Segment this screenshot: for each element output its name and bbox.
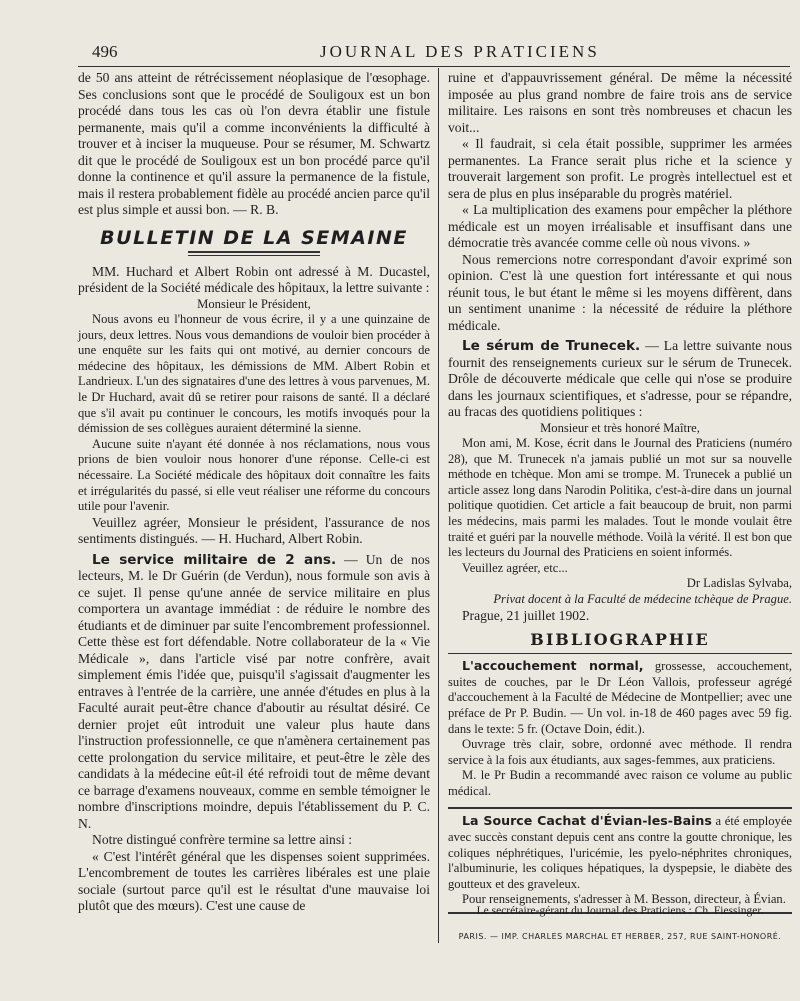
serum-article [448,338,792,421]
bibliography-review: Ouvrage très clair, sobre, ordonné avec méthode. Il rendra service à la fois aux étudiants, aux sages-femmes, aux praticiens. [448,737,792,767]
advertisement-box [448,807,792,914]
bibliography-rule [448,653,792,654]
serum-text: — La lettre suivante nous fournit des renseignements curieux sur le sérum de Trunecek. Drôle de découverte médicale que celle qui n'ose se produire dans les journaux scientifiques, et s'adresse, pour se répandre, au fracas des quotidiens politiques : [448,338,792,419]
bibliography-entry [448,658,792,737]
serum-closing: Veuillez agréer, etc... [462,560,568,575]
journal-title: JOURNAL DES PRATICIENS [320,42,600,61]
column-divider [438,68,439,943]
left-column [78,70,430,915]
advertisement-contact: Pour renseignements, s'adresser à M. Besson, directeur, à Évian. [462,892,786,907]
bulletin-title: BULLETIN DE LA SEMAINE [100,226,408,249]
serum-salutation: Monsieur et très honoré Maître, [540,420,700,435]
right-column [448,70,792,914]
letter-salutation: Monsieur le Président, [197,296,311,311]
service-militaire-quote: « C'est l'intérêt général que les dispenses soient supprimées. L'encombrement de toutes les carrières libérales est une plaie sociale (surtout parce qu'il est le résultat d'une mauvaise loi plutôt que des mœurs). C'est une cause de [78,848,430,914]
advertisement-text [448,813,792,892]
bibliography-title: BIBLIOGRAPHIE [530,630,710,650]
printer-imprint: PARIS. — IMP. CHARLES MARCHAL ET HERBER, 257, RUE SAINT-HONORÉ. [458,932,782,941]
serum-letter: Mon ami, M. Kose, écrit dans le Journal des Praticiens (numéro 28), que M. Trunecek n'a jamais publié un mot sur sa nouvelle méthode en tchèque. Mon ami se trompe. M. Trunecek a publié un article assez long dans Narodin Politika, c'est-à-dire dans un journal politique quotidien. Cet article a fait beaucoup de bruit, non parmi les médecins, mais parmi les malades. Tout le monde voulait être traité et guéri par la nouvelle méthode. Voilà la vérité. Il est bon que les lecteurs du Journal des Praticiens en soient informés. [448,436,792,560]
advertisement-heading: La Source Cachat d'Évian-les-Bains [462,813,712,829]
service-militaire-article [78,552,430,833]
serum-signer: Dr Ladislas Sylvaba, [686,576,792,591]
continuation-paragraph-2: « Il faudrait, si cela était possible, supprimer les armées permanentes. La France serait plus riche et la science y trouverait largement son profit. Le progrès intellectuel est et sera de plus en plus inséparable du progrès matériel. [448,136,792,201]
service-militaire-text: — Un de nos lecteurs, M. le Dr Guérin (de Verdun), nous formule son avis à ce sujet. Il pense qu'une année de service militaire en plus comportera un avantage immédiat : de réduire le nombre des étudiants et de diminuer par suite l'encombrement professionnel. Cette thèse est fort défendable. Notre collaborateur de la « Vie Médicale », dans l'article visé par notre confrère, avait simplement émis l'idée que, puisqu'il s'agissait d'augmenter les entraves à l'entrée de la carrière, une année d'études en plus à la Faculté aurait peut-être chance d'aboutir au résultat désiré. Ce dernier projet eût introduit une valeur plus haute dans l'instruction professionnelle, ce que n'amènera certainement pas cette prolongation du service militaire, et peut-être le zèle des candidats à la médecine eût-il été refroidi tout de même devant ce barrage d'examens nouveaux, comme en semble témoigner le nombre d'inscriptions moindre, depuis l'établissement du P. C. N. [78,551,430,831]
letter-paragraph-1: Nous avons eu l'honneur de vous écrire, il y a une quinzaine de jours, deux lettres. Nous vous demandions de vouloir bien procéder à une enquête sur les faits qui ont motivé, au dernier concours de médecine des hôpitaux, les démissions de MM. Albert Robin et Landrieux. L'un des signataires d'une des lettres à vous parvenues, M. le Dr Huchard, avait dû se retirer pour raisons de santé. Il a déclaré que s'il avait pu continuer le concours, les motifs invoqués pour la démission de ses collègues auraient déterminé la sienne. [78,312,430,436]
bulletin-intro: MM. Huchard et Albert Robin ont adressé à M. Ducastel, président de la Société médicale des hôpitaux, la lettre suivante : [78,263,430,295]
service-militaire-paragraph-2: Notre distingué confrère termine sa lettre ainsi : [92,832,353,848]
bibliography-recommendation: M. le Pr Budin a recommandé avec raison ce volume au public médical. [448,768,792,798]
serum-heading: Le sérum de Trunecek. [462,338,641,354]
continuation-paragraph-4: Nous remercions notre correspondant d'avoir exprimé son opinion. C'est là une question fort intéressante et qui nous réunit tous, le but étant le même si les moyens diffèrent, dans un sentiment unanime : la nécessité de réduire la pléthore médicale. [448,251,792,333]
service-militaire-heading: Le service militaire de 2 ans. [92,551,337,568]
letter-paragraph-3: Veuillez agréer, Monsieur le président, l'assurance de nos sentiments distingués. — H. Huchard, Albert Robin. [78,514,430,547]
intro-paragraph: de 50 ans atteint de rétrécissement néoplasique de l'œsophage. Ses conclusions sont que le procédé de Souligoux est un bon procédé dans tous les cas où l'on devra établir une fistule permanente, mais qu'il a comme inconvénients la difficulté à trouver et à inciser la muqueuse. Pour se résumer, M. Schwartz dit que le procédé de Souligoux est un bon procédé parce qu'il donne la continence et qu'il assure la permanence de la fistule, mais il restera probablement fidèle au procédé ancien parce qu'il est plus simple et aussi bon. — R. B. [78,70,430,217]
bulletin-rule [188,251,320,256]
serum-signer-title: Privat docent à la Faculté de médecine tchèque de Prague. [493,592,792,607]
bibliography-entry-details: grossesse, accouchement, suites de couches, par le Dr Léon Vallois, professeur agrégé d'accouchement à la Faculté de Médecine de Montpellier; avec une préface de Pr P. Budin. — Un vol. in-18 de 460 pages avec 59 fig. dans le texte: 5 fr. (Octave Doin, édit.). [448,659,792,736]
bibliography-entry-title: L'accouchement normal, [462,658,644,674]
editor-footer: Le secrétaire-gérant du Journal des Praticiens : Ch. Fiessinger. [476,905,764,917]
header-rule [78,66,790,67]
continuation-paragraph-1: ruine et d'appauvrissement général. De même la nécessité imposée au plus grand nombre de faire trois ans de service militaire. Les raisons en sont très nombreuses et chacun les voit... [448,70,792,135]
serum-place-date: Prague, 21 juillet 1902. [462,607,590,623]
continuation-paragraph-3: « La multiplication des examens pour empêcher la pléthore médicale est un moyen irréalisable et insuffisant dans une démocratie très avancée comme celle où nous vivons. » [448,202,792,250]
advertisement-body: a été employée avec succès constant depuis cent ans contre la goutte chronique, les coliques néphrétiques, l'uricémie, les pyelo-néphrites chroniques, l'albuminurie, les coliques hépatiques, la dyspepsie, le diabète des goutteux et des graveleux. [448,814,792,891]
letter-paragraph-2: Aucune suite n'ayant été donnée à nos réclamations, nous vous prions de bien vouloir nous honorer d'une réponse. Celle-ci est nécessaire. La Société médicale des hôpitaux doit connaître les faits et irrégularités du passé, si elle veut réaliser une réforme du concours utile pour l'avenir. [78,436,430,514]
page-number: 496 [92,42,118,61]
